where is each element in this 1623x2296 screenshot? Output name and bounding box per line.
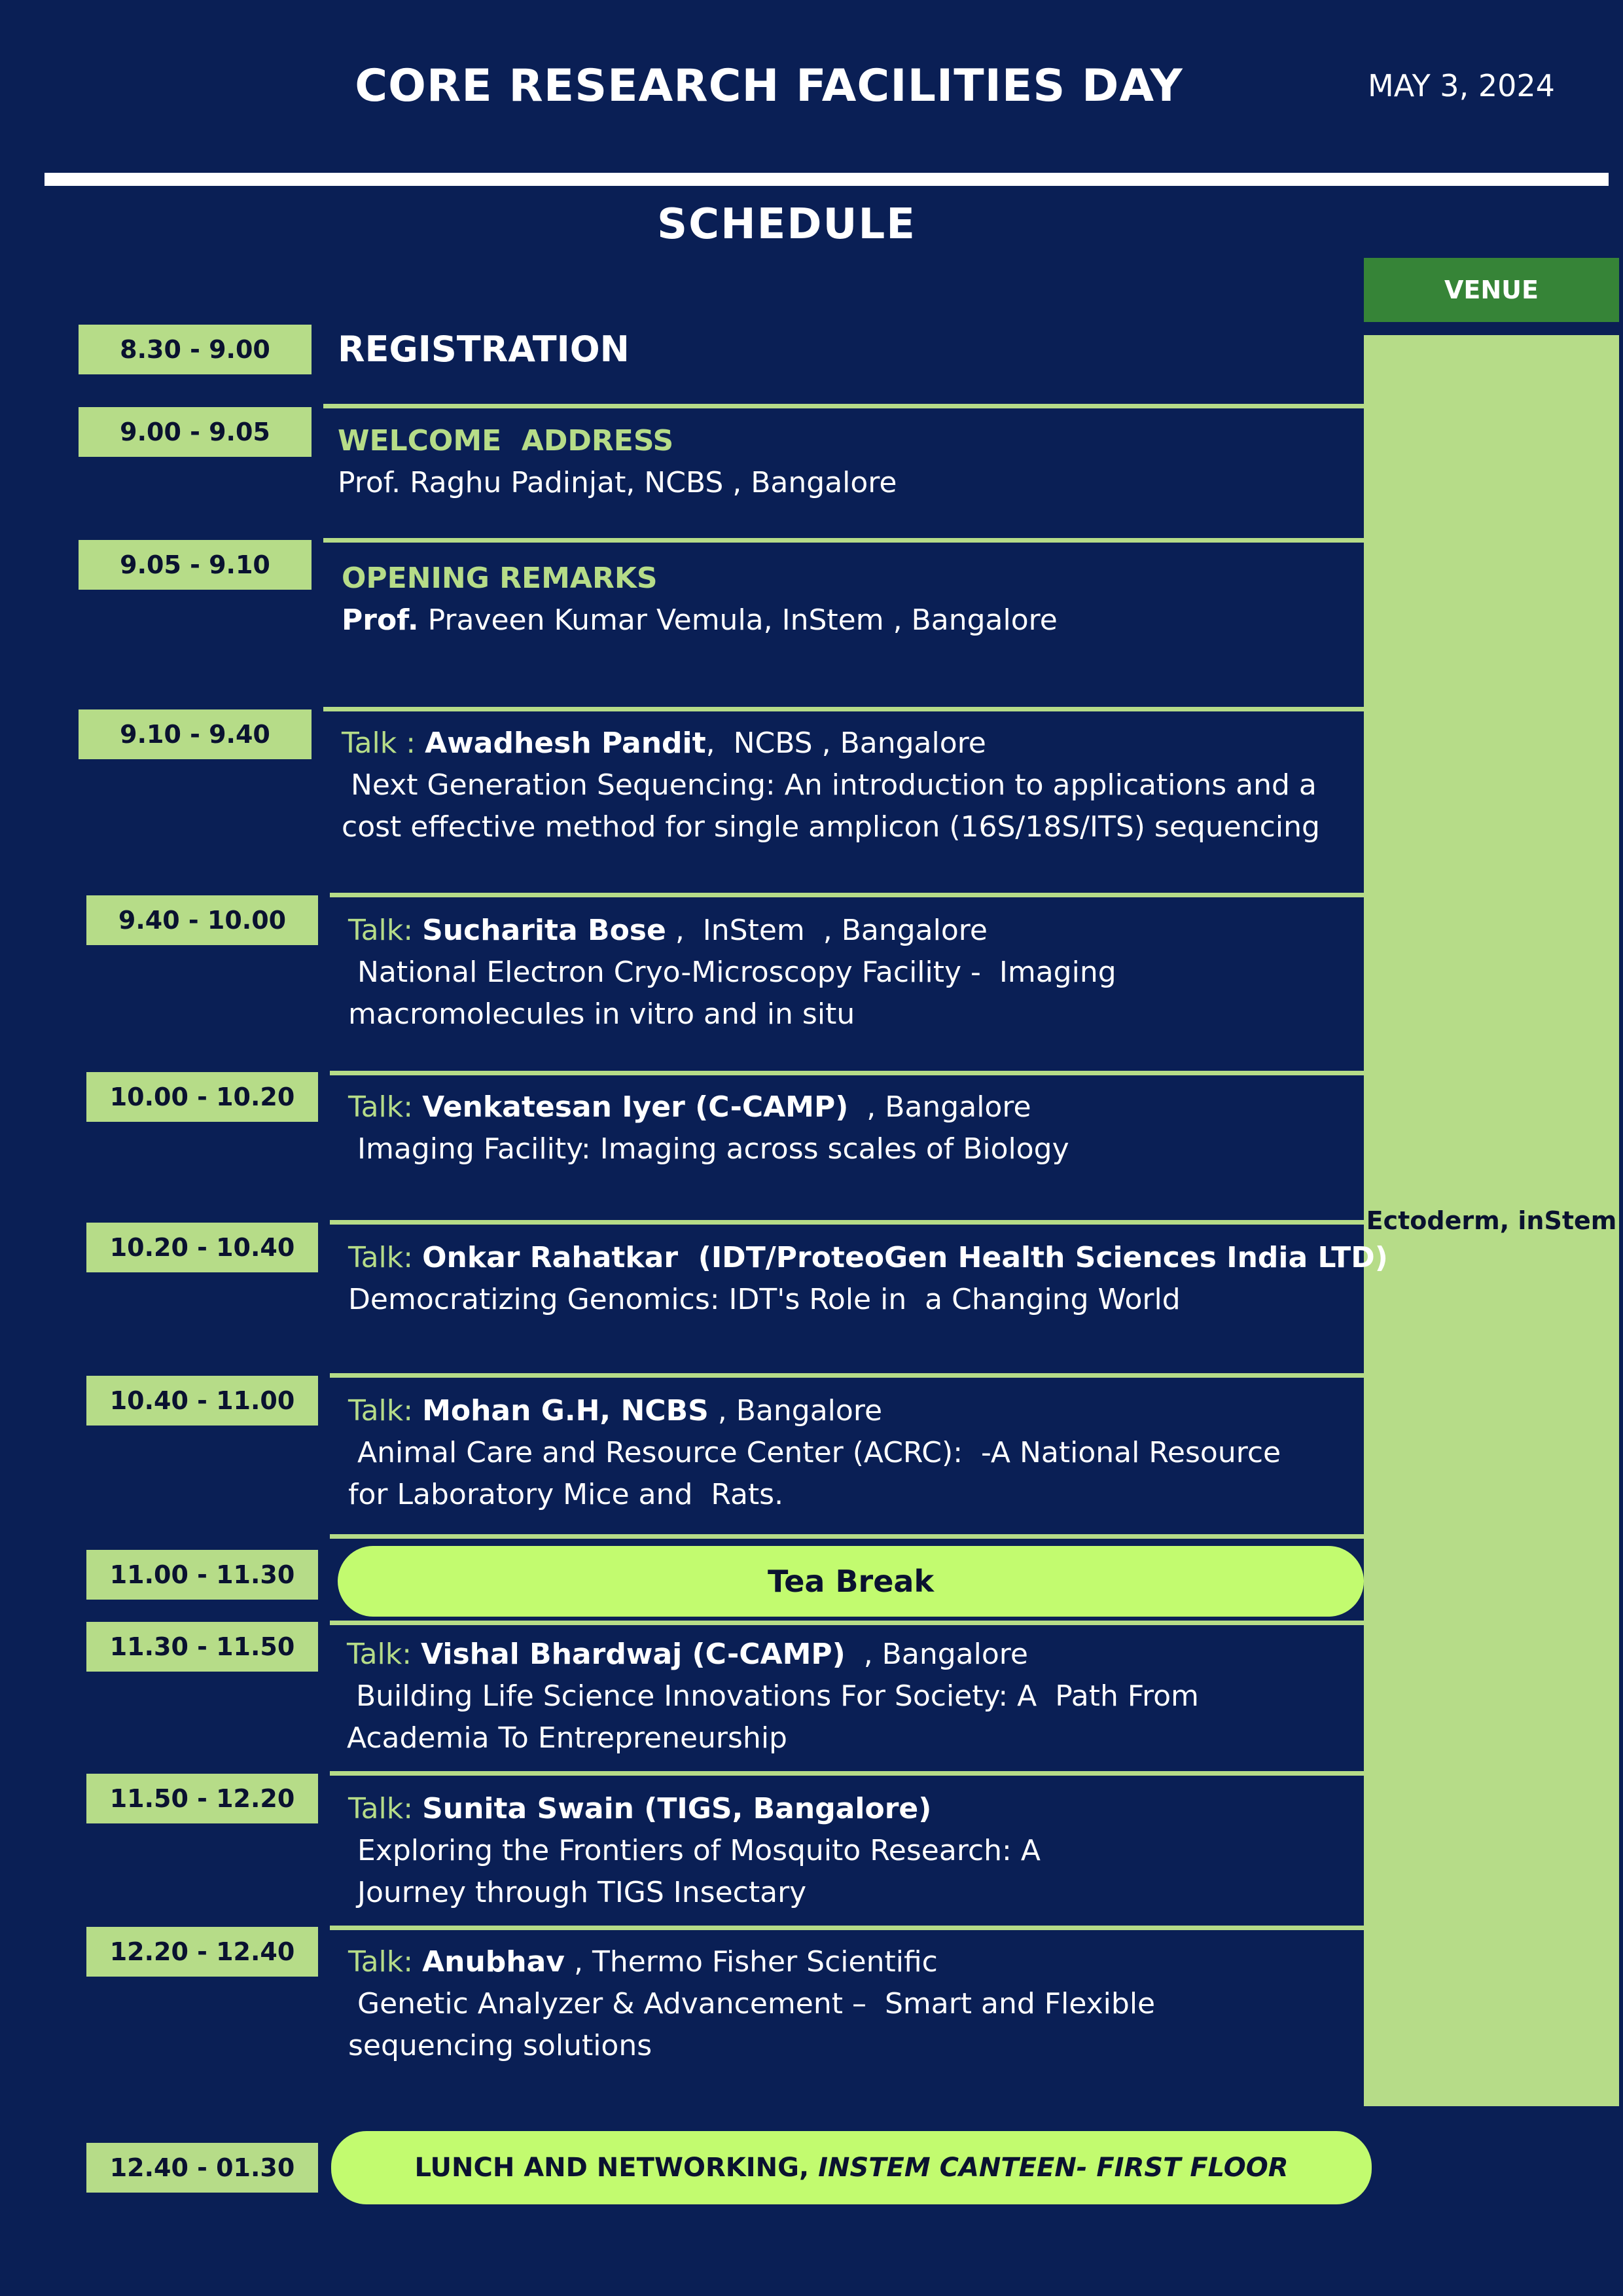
talk-affiliation: , InStem , Bangalore xyxy=(666,914,988,947)
time-slot: 11.00 - 11.30 xyxy=(86,1550,318,1600)
talk-title-line1: Democratizing Genomics: IDT's Role in a Changing World xyxy=(348,1283,1181,1316)
talk-item xyxy=(348,1788,1041,1914)
talk-item xyxy=(348,1086,1069,1170)
time-slot: 8.30 - 9.00 xyxy=(79,325,312,374)
time-slot: 10.20 - 10.40 xyxy=(86,1223,318,1272)
talk-affiliation: , Bangalore xyxy=(845,1638,1028,1671)
schedule-item-welcome xyxy=(338,420,897,504)
lunch-location: INSTEM CANTEEN- FIRST FLOOR xyxy=(809,2153,1289,2183)
row-divider xyxy=(330,1771,1364,1776)
talk-title-line2: Journey through TIGS Insectary xyxy=(348,1876,807,1909)
time-slot: 9.40 - 10.00 xyxy=(86,895,318,945)
schedule-heading: SCHEDULE xyxy=(657,200,916,249)
talk-item xyxy=(348,1941,1155,2067)
talk-affiliation: , NCBS , Bangalore xyxy=(705,726,986,760)
talk-title-line2: macromolecules in vitro and in situ xyxy=(348,997,855,1031)
time-slot: 9.05 - 9.10 xyxy=(79,540,312,590)
talk-label: Talk : xyxy=(342,726,416,760)
welcome-speaker: Prof. Raghu Padinjat, NCBS , Bangalore xyxy=(338,466,897,499)
venue-name: Ectoderm, inStem xyxy=(1364,335,1619,2106)
talk-speaker: Sucharita Bose xyxy=(422,914,666,947)
talk-speaker: Venkatesan Iyer (C-CAMP) xyxy=(422,1090,849,1124)
event-date: MAY 3, 2024 xyxy=(1368,68,1555,103)
row-divider xyxy=(330,1220,1364,1225)
talk-label: Talk: xyxy=(348,914,414,947)
lunch-banner xyxy=(331,2131,1372,2204)
talk-item xyxy=(342,723,1320,848)
row-divider xyxy=(330,1534,1364,1539)
opening-label: OPENING REMARKS xyxy=(342,562,658,595)
time-slot: 10.00 - 10.20 xyxy=(86,1072,318,1122)
talk-affiliation: , Bangalore xyxy=(848,1090,1031,1124)
time-slot: 12.20 - 12.40 xyxy=(86,1927,318,1977)
opening-prefix: Prof. xyxy=(342,603,419,637)
talk-item xyxy=(348,1237,1388,1321)
talk-label: Talk: xyxy=(348,1241,414,1274)
row-divider xyxy=(330,1071,1364,1075)
time-slot: 9.00 - 9.05 xyxy=(79,407,312,457)
talk-label: Talk: xyxy=(348,1792,414,1825)
talk-title-line2: cost effective method for single amplicon (16S/18S/ITS) sequencing xyxy=(342,810,1320,844)
talk-affiliation: , Bangalore xyxy=(708,1394,883,1427)
tea-break-banner: Tea Break xyxy=(338,1546,1364,1617)
talk-title-line1: Imaging Facility: Imaging across scales of Biology xyxy=(348,1132,1069,1166)
talk-title-line2: Academia To Entrepreneurship xyxy=(347,1721,787,1755)
welcome-label: WELCOME ADDRESS xyxy=(338,424,674,457)
talk-speaker: Anubhav xyxy=(422,1945,565,1979)
row-divider xyxy=(323,404,1364,408)
opening-speaker: Praveen Kumar Vemula, InStem , Bangalore xyxy=(418,603,1058,637)
time-slot: 11.30 - 11.50 xyxy=(86,1622,318,1672)
row-divider xyxy=(330,893,1364,897)
time-slot: 9.10 - 9.40 xyxy=(79,709,312,759)
header-divider xyxy=(45,173,1609,186)
talk-item xyxy=(348,910,1116,1035)
talk-affiliation: , Thermo Fisher Scientific xyxy=(565,1945,938,1979)
talk-title-line2: sequencing solutions xyxy=(348,2029,652,2062)
talk-title-line1: Animal Care and Resource Center (ACRC): -A National Resource xyxy=(348,1436,1281,1469)
talk-title-line1: Genetic Analyzer & Advancement – Smart and Flexible xyxy=(348,1987,1156,2020)
talk-label: Talk: xyxy=(348,1394,414,1427)
time-slot: 11.50 - 12.20 xyxy=(86,1774,318,1823)
lunch-label: LUNCH AND NETWORKING, xyxy=(414,2153,810,2183)
talk-speaker: Sunita Swain (TIGS, Bangalore) xyxy=(422,1792,932,1825)
row-divider xyxy=(323,538,1364,543)
row-divider xyxy=(330,1373,1364,1378)
registration-title: REGISTRATION xyxy=(338,329,630,370)
talk-speaker: Onkar Rahatkar (IDT/ProteoGen Health Sciences India LTD) xyxy=(422,1241,1388,1274)
row-divider xyxy=(323,707,1364,711)
talk-label: Talk: xyxy=(348,1945,414,1979)
talk-title-line1: Building Life Science Innovations For Society: A Path From xyxy=(347,1679,1199,1713)
talk-speaker: Vishal Bhardwaj (C-CAMP) xyxy=(421,1638,846,1671)
talk-title-line2: for Laboratory Mice and Rats. xyxy=(348,1478,784,1511)
talk-label: Talk: xyxy=(348,1090,414,1124)
time-slot: 10.40 - 11.00 xyxy=(86,1376,318,1426)
talk-item xyxy=(347,1634,1199,1759)
time-slot: 12.40 - 01.30 xyxy=(86,2143,318,2193)
talk-speaker: Mohan G.H, NCBS xyxy=(422,1394,709,1427)
row-divider xyxy=(330,1926,1364,1930)
row-divider xyxy=(330,1621,1364,1625)
page-title: CORE RESEARCH FACILITIES DAY xyxy=(355,60,1183,112)
talk-title-line1: Exploring the Frontiers of Mosquito Research: A xyxy=(348,1834,1041,1867)
talk-item xyxy=(348,1390,1281,1516)
talk-title-line1: Next Generation Sequencing: An introduction to applications and a xyxy=(342,768,1317,802)
talk-speaker: Awadhesh Pandit xyxy=(425,726,706,760)
talk-title-line1: National Electron Cryo-Microscopy Facility - Imaging xyxy=(348,956,1116,989)
venue-header: VENUE xyxy=(1364,258,1619,322)
schedule-item-opening xyxy=(342,558,1058,641)
talk-label: Talk: xyxy=(347,1638,412,1671)
